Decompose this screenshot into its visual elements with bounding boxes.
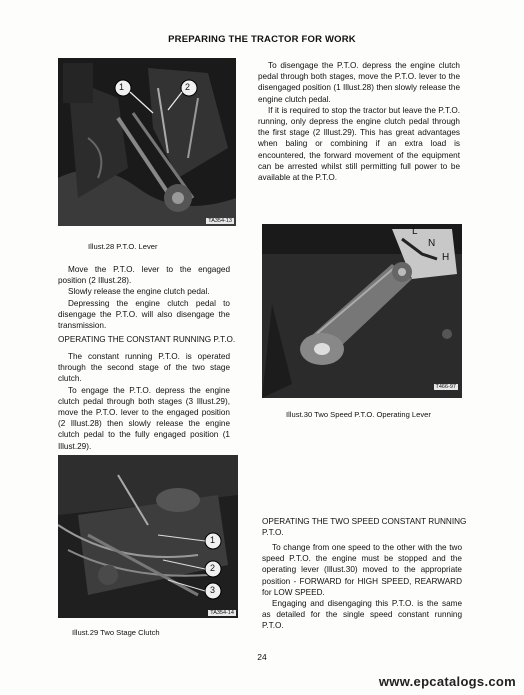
illust29-caption: Illust.29 Two Stage Clutch bbox=[72, 628, 160, 637]
paragraph: To change from one speed to the other with the two speed P.T.O. the engine must be stopped and the operating lever (Illust.30) moved to the appropriate position - FORWARD for HIGH SPEED, REARWARD for LOW SPEED. bbox=[262, 543, 462, 597]
paragraph: To engage the P.T.O. depress the engine clutch pedal through both stages (3 Illust.29), move the P.T.O. lever to the engaged position (2 Illust.28) then slowly release the engine clutch pedal to the fully engaged position (1 Illust.29). bbox=[58, 385, 230, 451]
gate-letter-n: N bbox=[428, 238, 436, 249]
figure-ref: TA354-13 bbox=[208, 218, 232, 224]
paragraph: To disengage the P.T.O. depress the engine clutch pedal through both stages, move the P.T.O. lever to the disengaged position (1 Illust.28) then slowly release the engine clutch pedal. bbox=[258, 61, 460, 104]
right-top-text bbox=[258, 60, 460, 183]
section2-text bbox=[262, 542, 462, 632]
watermark[interactable]: www.epcatalogs.com bbox=[378, 674, 516, 689]
callout-3: 3 bbox=[210, 585, 216, 595]
page-number: 24 bbox=[257, 652, 267, 662]
callout-2: 2 bbox=[210, 563, 216, 573]
page-title: PREPARING THE TRACTOR FOR WORK bbox=[168, 34, 356, 45]
illust30-photo bbox=[262, 224, 462, 398]
illust30-caption: Illust.30 Two Speed P.T.O. Operating Lever bbox=[286, 410, 431, 419]
paragraph: Depressing the engine clutch pedal to disengage the P.T.O. will also disengage the transmission. bbox=[58, 298, 230, 331]
paragraph: Move the P.T.O. lever to the engaged position (2 Illust.28). bbox=[58, 265, 230, 286]
illust28-photo bbox=[58, 58, 236, 226]
gate-letter-l: L bbox=[412, 226, 418, 237]
callout-1: 1 bbox=[119, 82, 125, 92]
figure-ref: TA354-14 bbox=[210, 610, 234, 616]
gate-letter-h: H bbox=[442, 252, 450, 263]
paragraph: If it is required to stop the tractor but leave the P.T.O. running, only depress the engine clutch pedal through the first stage (2 Illust.29). This has great advantages when baling or combining if an extra load is encountered, the forward movement of the equipment can be arrested whilst still permitting full power to be available at the P.T.O. bbox=[258, 105, 460, 183]
paragraph: The constant running P.T.O. is operated through the second stage of the two stage clutch. bbox=[58, 352, 230, 384]
section-heading: OPERATING THE CONSTANT RUNNING P.T.O. bbox=[58, 335, 236, 344]
callout-1: 1 bbox=[210, 535, 216, 545]
figure-ref: T466-97 bbox=[435, 384, 456, 390]
paragraph: Engaging and disengaging this P.T.O. is the same as detailed for the single speed constant running P.T.O. bbox=[262, 599, 462, 631]
paragraph: Slowly release the engine clutch pedal. bbox=[68, 287, 210, 297]
section1-text bbox=[58, 351, 230, 452]
illust28-caption: Illust.28 P.T.O. Lever bbox=[88, 242, 158, 251]
section-heading: OPERATING THE TWO SPEED CONSTANT RUNNING P.T.O. bbox=[262, 517, 467, 537]
left-text-block bbox=[58, 264, 230, 331]
illust29-photo bbox=[58, 455, 238, 618]
callout-2: 2 bbox=[185, 82, 191, 92]
